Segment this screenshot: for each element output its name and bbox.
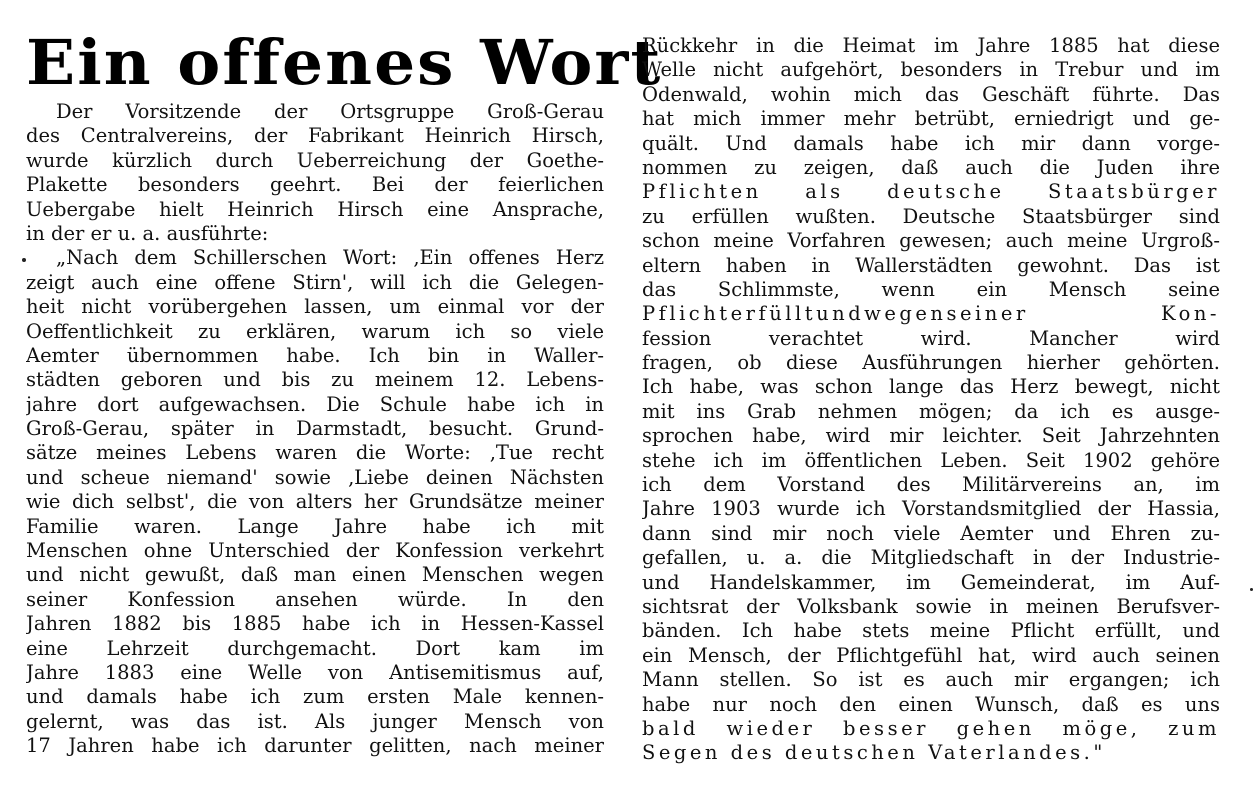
text-line: Familie waren. Lange Jahre habe ich mit bbox=[26, 514, 604, 538]
text-line: 17 Jahren habe ich darunter gelitten, nach meiner bbox=[26, 734, 604, 758]
text-line: Ich habe, was schon lange das Herz bewegt, nicht bbox=[642, 375, 1220, 399]
text-line: mit ins Grab nehmen mögen; da ich es ausge- bbox=[642, 399, 1220, 423]
text-line: Rückkehr in die Heimat im Jahre 1885 hat diese bbox=[642, 34, 1220, 57]
text-line: „Nach dem Schillerschen Wort: ‚Ein offenes Herz bbox=[56, 246, 604, 270]
text-line: dann sind mir noch viele Aemter und Ehren zu- bbox=[642, 521, 1220, 545]
text-line: hat mich immer mehr betrübt, erniedrigt und ge- bbox=[642, 107, 1220, 131]
text-line: Menschen ohne Unterschied der Konfession verkehrt bbox=[26, 539, 604, 563]
text-line: Pflichterfülltundwegenseiner Kon- bbox=[642, 302, 1220, 326]
text-line: Aemter übernommen habe. Ich bin in Waller- bbox=[26, 343, 604, 367]
text-line: Der Vorsitzende der Ortsgruppe Groß-Gerau bbox=[56, 100, 604, 123]
text-line: Odenwald, wohin mich das Geschäft führte. Das bbox=[642, 82, 1220, 106]
text-line: städten geboren und bis zu meinem 12. Lebens- bbox=[26, 368, 604, 392]
text-line: Oeffentlichkeit zu erklären, warum ich so viele bbox=[26, 319, 604, 343]
text-line: bald wieder besser gehen möge, zum bbox=[642, 716, 1220, 740]
text-line: Pflichten als deutsche Staatsbürger bbox=[642, 180, 1220, 204]
text-line: heit nicht vorübergehen lassen, um einmal vor der bbox=[26, 295, 604, 319]
text-line: und scheue niemand' sowie ‚Liebe deinen Nächsten bbox=[26, 465, 604, 489]
left-column bbox=[26, 26, 663, 759]
text-line: und Handelskammer, im Gemeinderat, im Auf- bbox=[642, 570, 1220, 594]
text-line: in der er u. a. ausführte: bbox=[26, 221, 269, 245]
text-line: sichtsrat der Volksbank sowie in meinen Berufsver- bbox=[642, 594, 1220, 618]
text-line: des Centralvereins, der Fabrikant Heinrich Hirsch, bbox=[26, 124, 604, 148]
text-line: Jahre 1903 wurde ich Vorstandsmitglied der Hassia, bbox=[642, 497, 1220, 521]
text-line: ich dem Vorstand des Militärvereins an, im bbox=[642, 473, 1220, 497]
text-line: schon meine Vorfahren gewesen; auch meine Urgroß- bbox=[642, 229, 1220, 253]
text-line: eltern haben in Wallerstädten gewohnt. Das ist bbox=[642, 253, 1220, 277]
text-line: stehe ich im öffentlichen Leben. Seit 1902 gehöre bbox=[642, 448, 1220, 472]
text-line: Jahre 1883 eine Welle von Antisemitismus auf, bbox=[26, 660, 604, 684]
text-line: habe nur noch den einen Wunsch, daß es uns bbox=[642, 692, 1220, 716]
text-line: ein Mensch, der Pflichtgefühl hat, wird auch seinen bbox=[642, 643, 1220, 667]
text-line: sprochen habe, wird mir leichter. Seit Jahrzehnten bbox=[642, 424, 1220, 448]
print-speck bbox=[22, 258, 26, 262]
right-column bbox=[642, 34, 1220, 766]
text-line: quält. Und damals habe ich mir dann vorge- bbox=[642, 131, 1220, 155]
text-line: Segen des deutschen Vaterlandes." bbox=[642, 741, 1106, 765]
left-column-text bbox=[26, 100, 604, 759]
text-line: nommen zu zeigen, daß auch die Juden ihre bbox=[642, 155, 1220, 179]
text-line: fragen, ob diese Ausführungen hierher gehörten. bbox=[642, 351, 1220, 375]
text-line: und damals habe ich zum ersten Male kennen- bbox=[26, 685, 604, 709]
text-line: bänden. Ich habe stets meine Pflicht erfüllt, und bbox=[642, 619, 1220, 643]
text-line: zeigt auch eine offene Stirn', will ich die Gelegen- bbox=[26, 270, 604, 294]
text-line: wie dich selbst', die von alters her Grundsätze meiner bbox=[26, 490, 604, 514]
print-speck bbox=[1250, 588, 1253, 591]
text-line: fession verachtet wird. Mancher wird bbox=[642, 326, 1220, 350]
text-line: eine Lehrzeit durchgemacht. Dort kam im bbox=[26, 636, 604, 660]
right-column-text bbox=[642, 34, 1220, 766]
text-line: sätze meines Lebens waren die Worte: ‚Tue recht bbox=[26, 441, 604, 465]
text-line: jahre dort aufgewachsen. Die Schule habe ich in bbox=[26, 392, 604, 416]
text-line: gefallen, u. a. die Mitgliedschaft in der Industrie- bbox=[642, 546, 1220, 570]
headline: Ein offenes Wort bbox=[26, 26, 663, 99]
text-line: Welle nicht aufgehört, besonders in Trebur und im bbox=[642, 58, 1220, 82]
text-line: gelernt, was das ist. Als junger Mensch von bbox=[26, 709, 604, 733]
text-line: zu erfüllen wußten. Deutsche Staatsbürger sind bbox=[642, 204, 1220, 228]
text-line: das Schlimmste, wenn ein Mensch seine bbox=[642, 277, 1220, 301]
text-line: Jahren 1882 bis 1885 habe ich in Hessen-Kassel bbox=[26, 612, 604, 636]
text-line: seiner Konfession ansehen würde. In den bbox=[26, 587, 604, 611]
text-line: wurde kürzlich durch Ueberreichung der Goethe- bbox=[26, 148, 604, 172]
text-line: und nicht gewußt, daß man einen Menschen wegen bbox=[26, 563, 604, 587]
text-line: Plakette besonders geehrt. Bei der feierlichen bbox=[26, 173, 604, 197]
text-line: Uebergabe hielt Heinrich Hirsch eine Ansprache, bbox=[26, 197, 604, 221]
text-line: Mann stellen. So ist es auch mir ergangen; ich bbox=[642, 668, 1220, 692]
text-line: Groß-Gerau, später in Darmstadt, besucht. Grund- bbox=[26, 417, 604, 441]
